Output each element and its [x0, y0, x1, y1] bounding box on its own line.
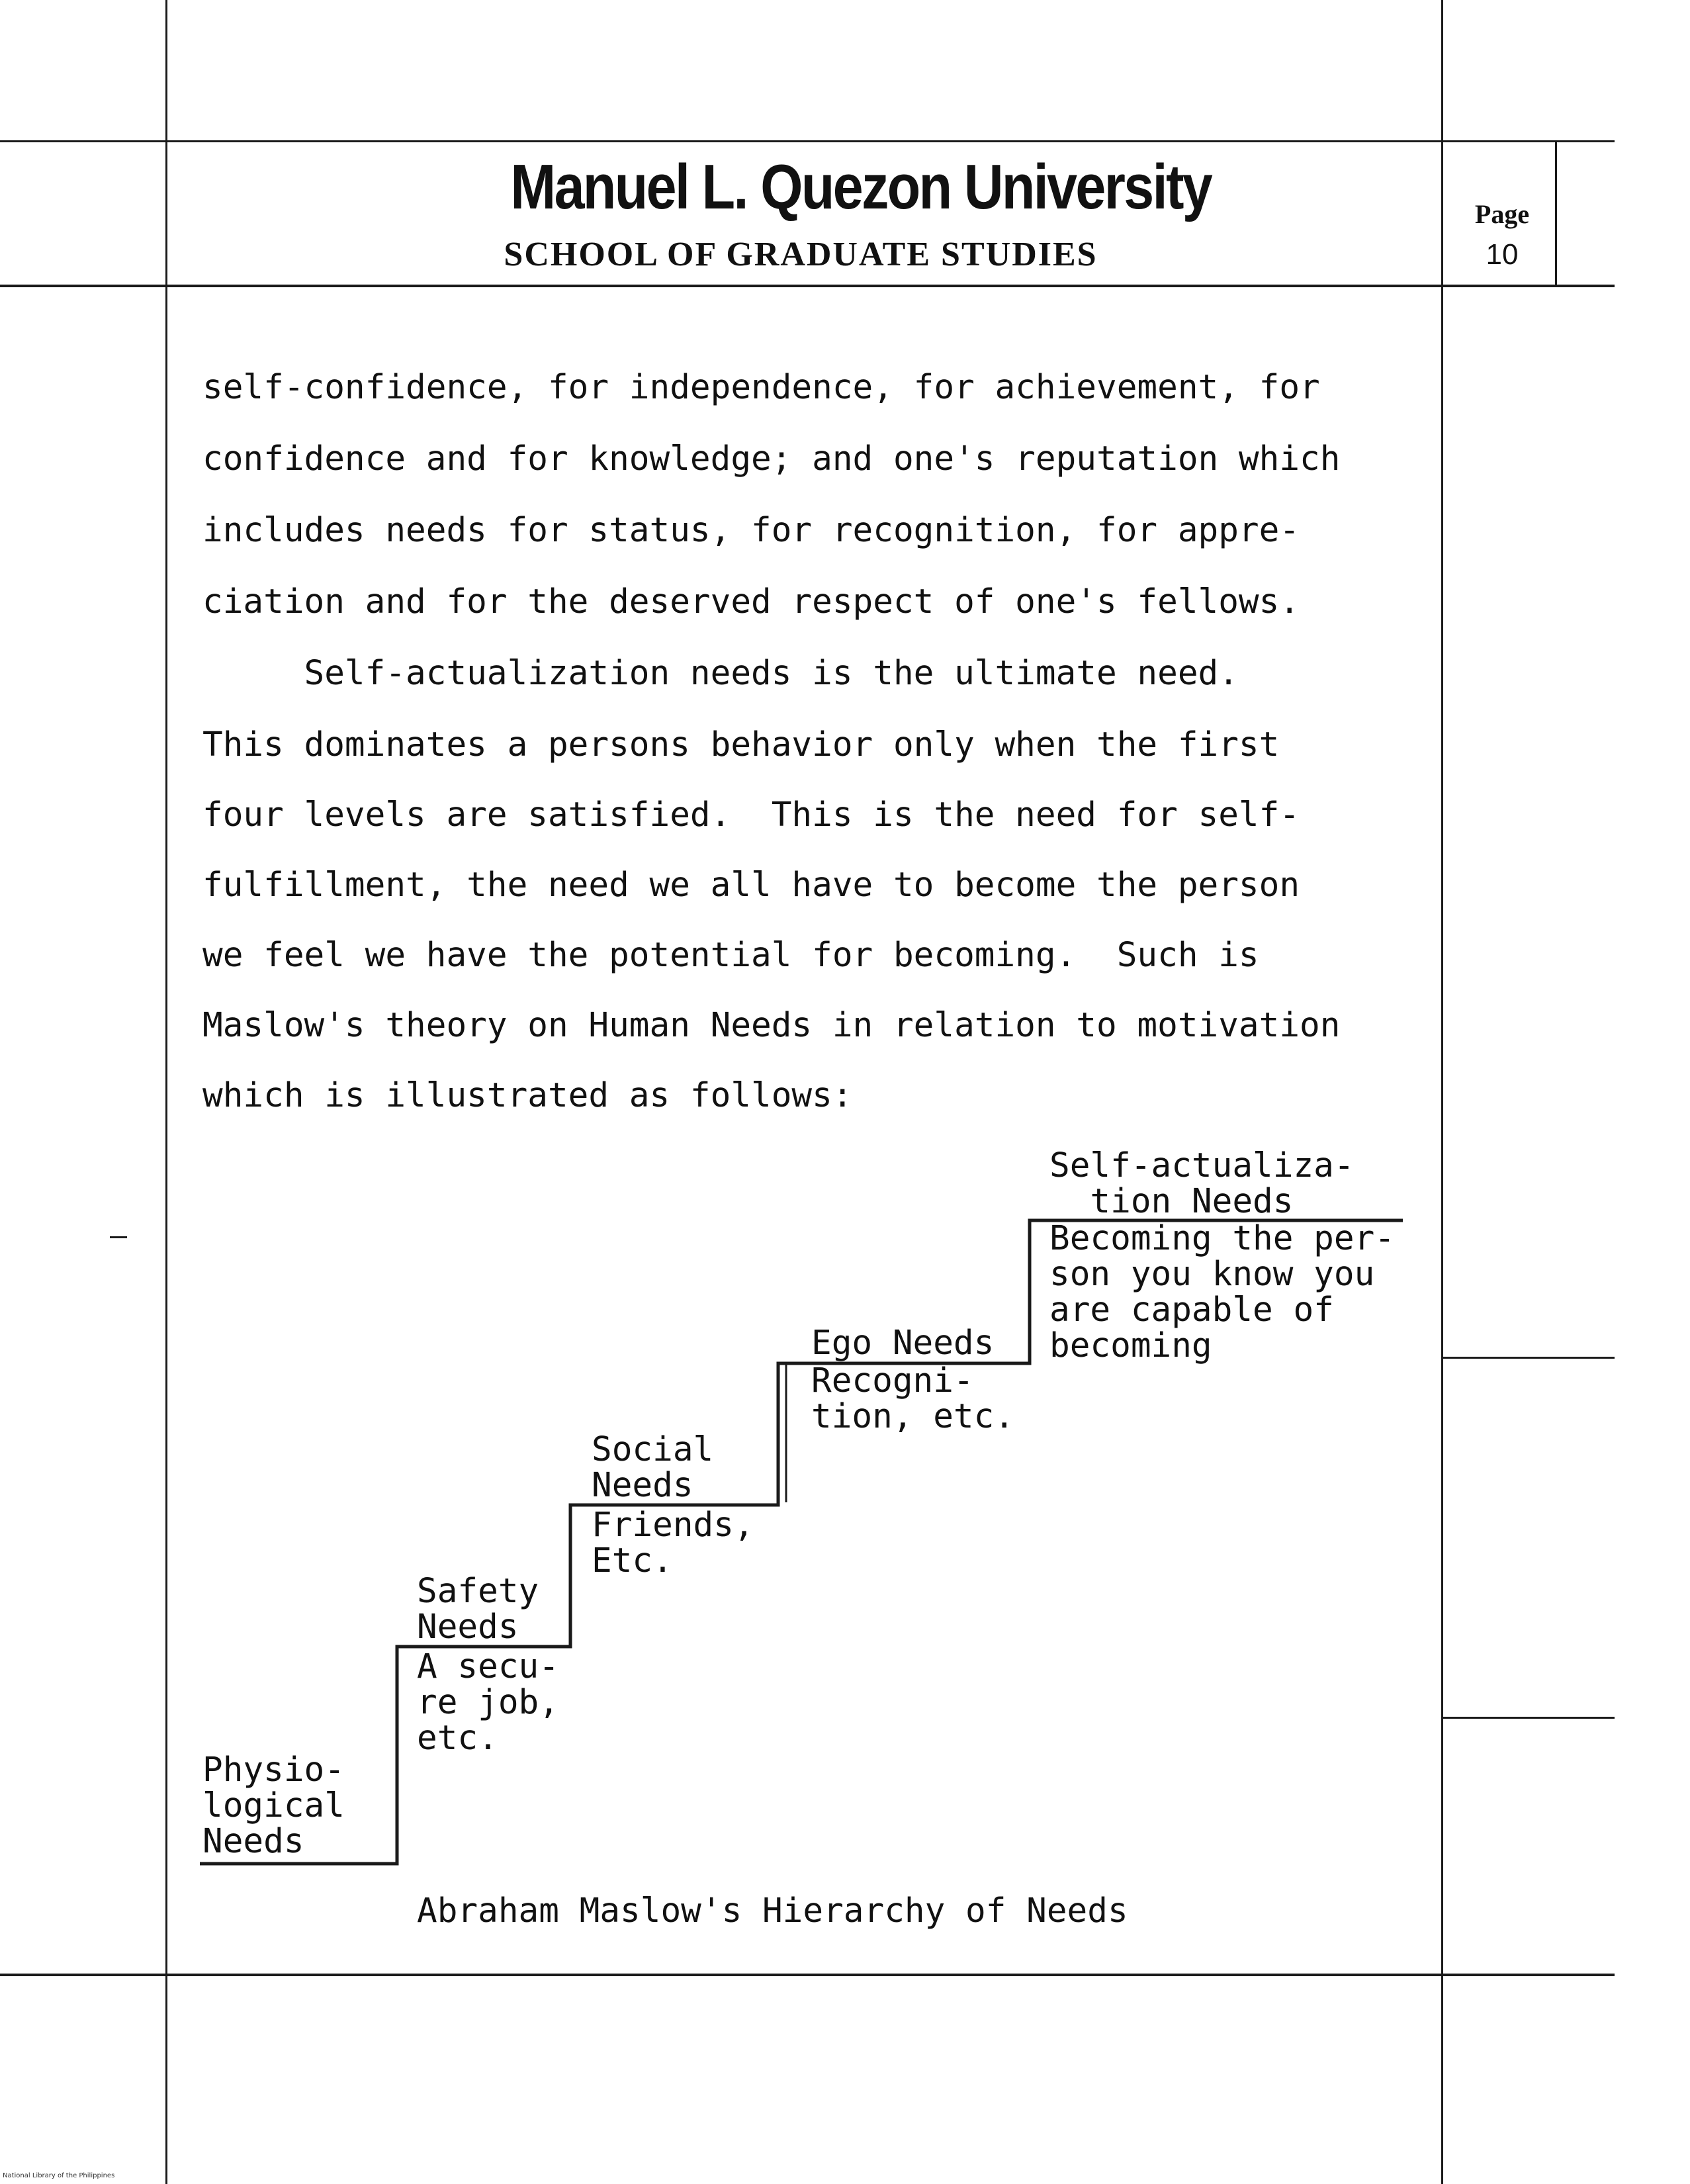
level-social-title: Social Needs	[592, 1430, 714, 1505]
body-line: four levels are satisfied. This is the need for self-	[202, 796, 1300, 835]
level-social-detail: Friends, Etc.	[592, 1506, 754, 1580]
body-line: This dominates a persons behavior only when the first	[202, 725, 1280, 764]
body-line: Maslow's theory on Human Needs in relation to motivation	[202, 1006, 1341, 1045]
body-line: fulfillment, the need we all have to become the person	[202, 866, 1300, 905]
page-label: Page	[1474, 199, 1530, 229]
diagram-caption: Abraham Maslow's Hierarchy of Needs	[417, 1891, 1128, 1931]
level-self-actualization-detail: Becoming the per- son you know you are capable of becoming	[1049, 1219, 1395, 1365]
body-line: we feel we have the potential for becoming. Such is	[202, 936, 1259, 975]
level-safety-detail: A secu- re job, etc.	[417, 1647, 559, 1758]
body-line: self-confidence, for independence, for achievement, for	[202, 368, 1320, 407]
level-physiological-title: Physio- logical Needs	[202, 1751, 345, 1861]
body-line: ciation and for the deserved respect of one's fellows.	[202, 582, 1300, 621]
university-title: Manuel L. Quezon University	[510, 152, 1212, 222]
body-line: which is illustrated as follows:	[202, 1076, 853, 1115]
level-self-actualization-title: Self-actualiza- tion Needs	[1049, 1146, 1355, 1221]
page-number: 10	[1486, 238, 1519, 271]
level-safety-title: Safety Needs	[417, 1572, 539, 1647]
body-line: Self-actualization needs is the ultimate need.	[202, 654, 1239, 693]
school-subtitle: SCHOOL OF GRADUATE STUDIES	[504, 236, 1098, 273]
footer-note: National Library of the Philippines	[3, 2172, 115, 2179]
body-line: confidence and for knowledge; and one's reputation which	[202, 439, 1341, 478]
level-ego-detail: Recogni- tion, etc.	[811, 1361, 1015, 1436]
body-line: includes needs for status, for recognition, for appre-	[202, 511, 1300, 550]
level-ego-title: Ego Needs	[811, 1324, 995, 1363]
